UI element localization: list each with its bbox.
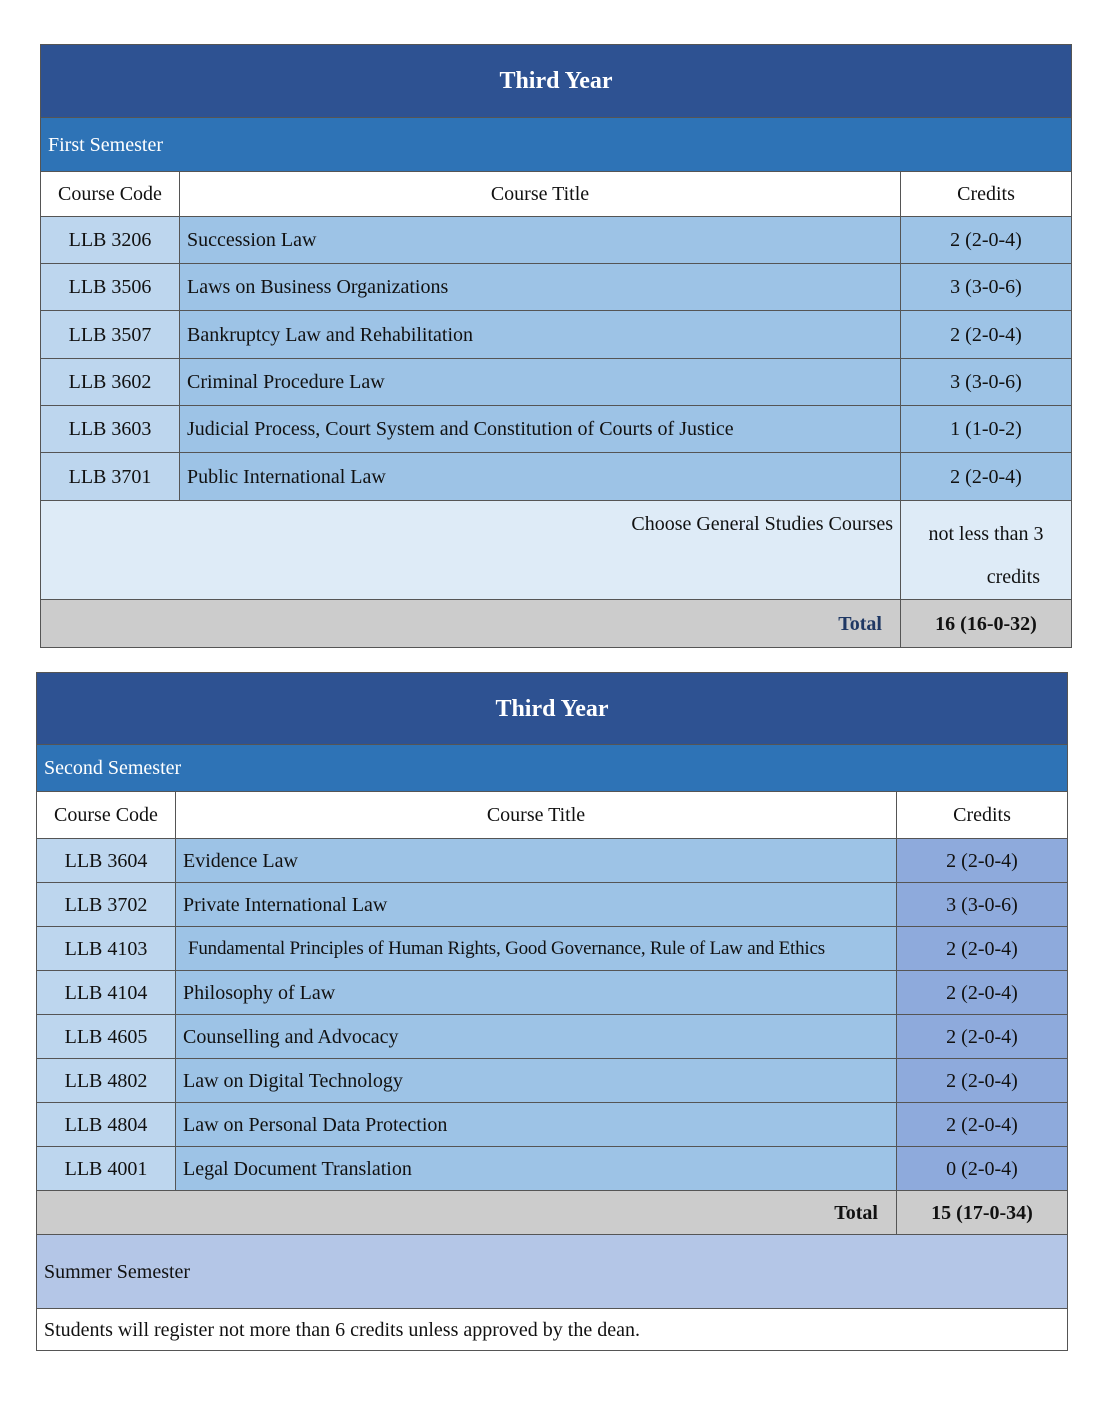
general-studies-credits-line2: credits	[986, 566, 1040, 588]
header-credits: Credits	[897, 792, 1068, 839]
course-title: Fundamental Principles of Human Rights, Good Governance, Rule of Law and Ethics	[176, 927, 897, 971]
table-row	[37, 927, 1068, 971]
summer-note-row	[37, 1309, 1068, 1351]
course-title: Laws on Business Organizations	[180, 264, 901, 311]
semester-title: First Semester	[41, 118, 1072, 172]
course-code: LLB 4802	[37, 1059, 176, 1103]
course-credits: 1 (1-0-2)	[901, 406, 1072, 453]
year-title: Third Year	[37, 673, 1068, 745]
header-course-title: Course Title	[176, 792, 897, 839]
course-code: LLB 3603	[41, 406, 180, 453]
course-code: LLB 3506	[41, 264, 180, 311]
course-credits: 2 (2-0-4)	[901, 453, 1072, 501]
course-credits: 3 (3-0-6)	[901, 264, 1072, 311]
course-code: LLB 4605	[37, 1015, 176, 1059]
total-row	[37, 1191, 1068, 1235]
course-title: Counselling and Advocacy	[176, 1015, 897, 1059]
course-credits: 2 (2-0-4)	[901, 217, 1072, 264]
course-code: LLB 3702	[37, 883, 176, 927]
table-row	[37, 1015, 1068, 1059]
table-row	[37, 971, 1068, 1015]
general-studies-credits	[901, 501, 1072, 600]
course-code: LLB 4804	[37, 1103, 176, 1147]
course-title: Legal Document Translation	[176, 1147, 897, 1191]
table-row	[37, 1103, 1068, 1147]
header-course-code: Course Code	[41, 172, 180, 217]
general-studies-label: Choose General Studies Courses	[41, 501, 901, 600]
course-title: Criminal Procedure Law	[180, 359, 901, 406]
course-credits: 2 (2-0-4)	[897, 1015, 1068, 1059]
general-studies-credits-line1: not less than 3	[928, 523, 1044, 545]
header-credits: Credits	[901, 172, 1072, 217]
table-row	[41, 264, 1072, 311]
course-title: Law on Digital Technology	[176, 1059, 897, 1103]
course-code: LLB 3602	[41, 359, 180, 406]
table-row	[37, 883, 1068, 927]
year-title: Third Year	[41, 45, 1072, 118]
header-course-title: Course Title	[180, 172, 901, 217]
course-code: LLB 3507	[41, 311, 180, 359]
course-credits: 3 (3-0-6)	[901, 359, 1072, 406]
course-credits: 3 (3-0-6)	[897, 883, 1068, 927]
course-credits: 2 (2-0-4)	[897, 839, 1068, 883]
course-code: LLB 4104	[37, 971, 176, 1015]
course-title: Private International Law	[176, 883, 897, 927]
course-title: Philosophy of Law	[176, 971, 897, 1015]
table-row	[41, 453, 1072, 501]
table-row	[41, 217, 1072, 264]
course-title: Succession Law	[180, 217, 901, 264]
course-code: LLB 3604	[37, 839, 176, 883]
course-code: LLB 3206	[41, 217, 180, 264]
first-semester-table	[40, 44, 1072, 648]
semester-title: Second Semester	[37, 745, 1068, 792]
course-title: Law on Personal Data Protection	[176, 1103, 897, 1147]
general-studies-row	[41, 501, 1072, 600]
course-code: LLB 4103	[37, 927, 176, 971]
course-credits: 2 (2-0-4)	[897, 971, 1068, 1015]
total-label: Total	[37, 1191, 897, 1235]
course-title: Evidence Law	[176, 839, 897, 883]
table-row	[41, 406, 1072, 453]
course-title: Judicial Process, Court System and Constitution of Courts of Justice	[180, 406, 901, 453]
second-semester-table	[36, 672, 1068, 1351]
course-credits: 2 (2-0-4)	[897, 1059, 1068, 1103]
summer-semester-note: Students will register not more than 6 credits unless approved by the dean.	[37, 1309, 1068, 1351]
course-code: LLB 4001	[37, 1147, 176, 1191]
total-row	[41, 600, 1072, 648]
total-label: Total	[41, 600, 901, 648]
summer-semester-title: Summer Semester	[37, 1235, 1068, 1309]
total-value: 16 (16-0-32)	[901, 600, 1072, 648]
course-title: Public International Law	[180, 453, 901, 501]
table-row	[37, 1059, 1068, 1103]
table-row	[41, 359, 1072, 406]
table-row	[37, 1147, 1068, 1191]
table-row	[41, 311, 1072, 359]
table-row	[37, 839, 1068, 883]
course-code: LLB 3701	[41, 453, 180, 501]
header-course-code: Course Code	[37, 792, 176, 839]
course-credits: 0 (2-0-4)	[897, 1147, 1068, 1191]
total-value: 15 (17-0-34)	[897, 1191, 1068, 1235]
course-credits: 2 (2-0-4)	[897, 927, 1068, 971]
course-credits: 2 (2-0-4)	[897, 1103, 1068, 1147]
summer-semester-row	[37, 1235, 1068, 1309]
course-credits: 2 (2-0-4)	[901, 311, 1072, 359]
course-title: Bankruptcy Law and Rehabilitation	[180, 311, 901, 359]
